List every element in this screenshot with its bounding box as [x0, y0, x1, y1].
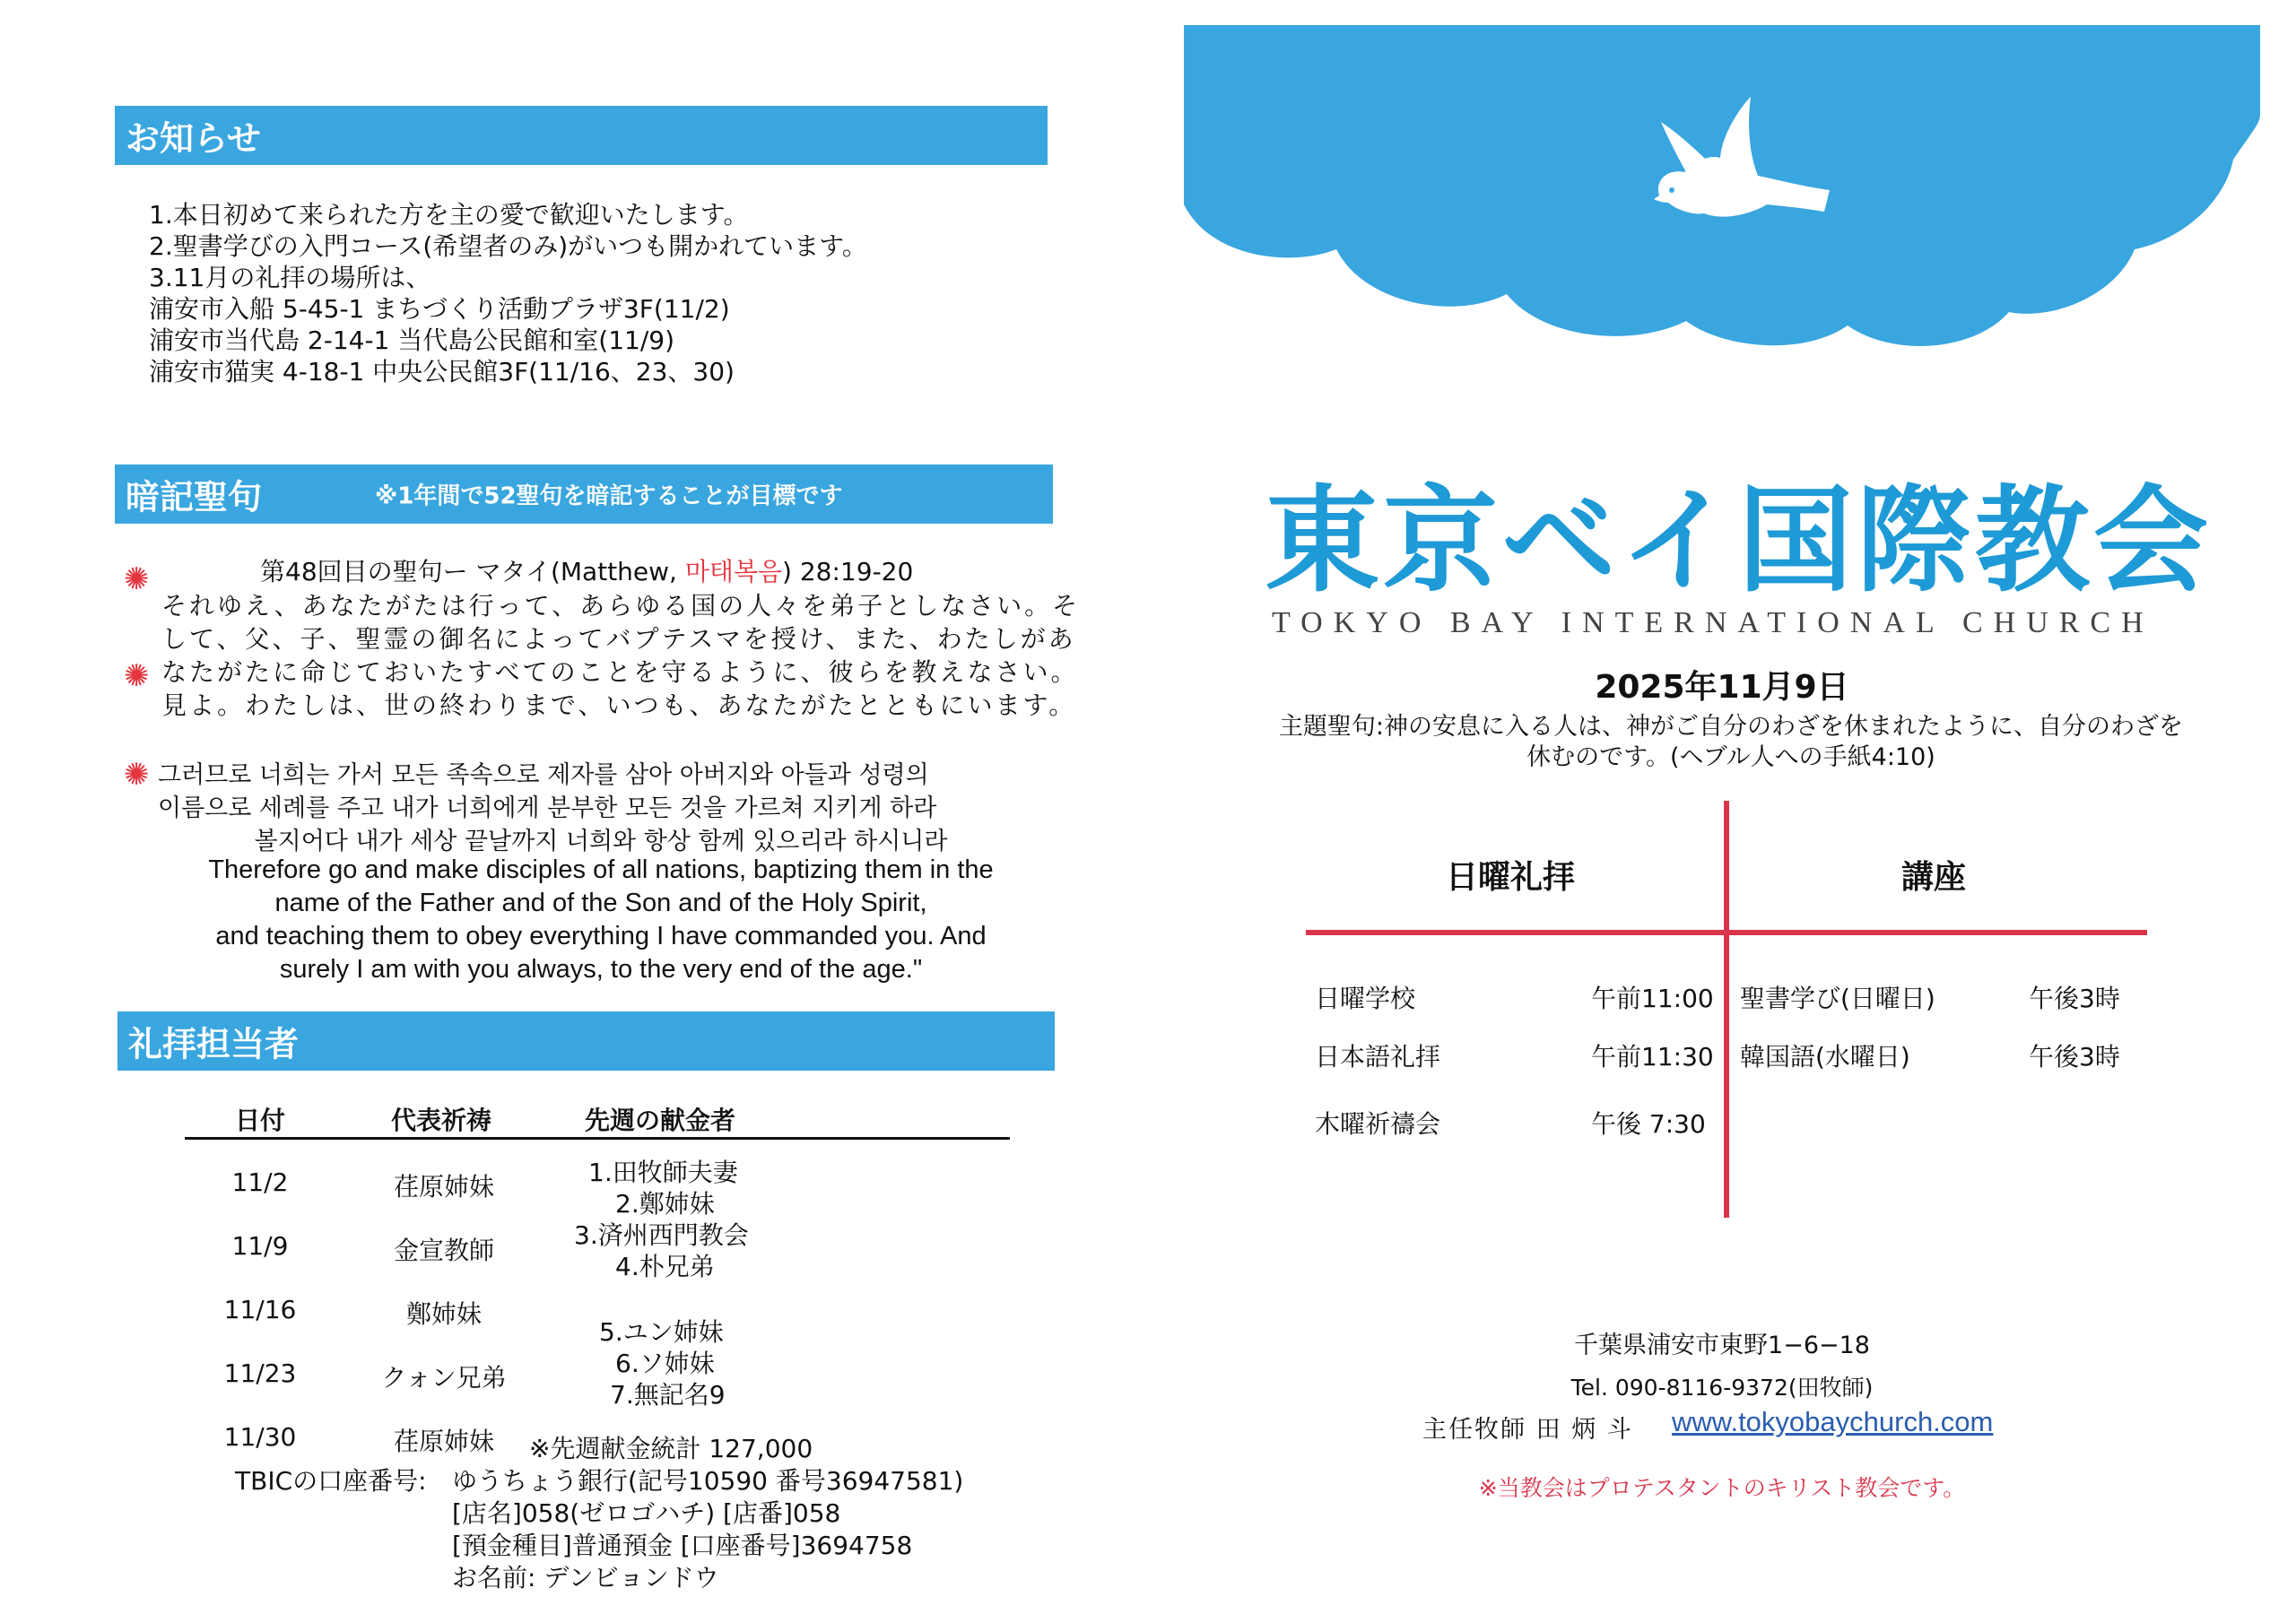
- reference-suffix: ) 28:19-20: [782, 557, 914, 586]
- verse-korean-line: 그러므로 너희는 가서 모든 족속으로 제자를 삼아 아버지와 아들과 성령의: [158, 761, 929, 789]
- theme-verse-line1: 主題聖句:神の安息に入る人は、神がご自分のわざを休まれたように、自分のわざを: [1278, 713, 2184, 741]
- schedule-name: 木曜祈禱会: [1315, 1109, 1441, 1139]
- schedule-name: 日曜学校: [1315, 984, 1416, 1013]
- notice-item: 浦安市当代島 2-14-1 当代島公民館和室(11/9): [149, 325, 674, 355]
- row-prayer: 金宣教師: [393, 1236, 494, 1265]
- verse-english-line: and teaching them to obey everything I have commanded you. And: [215, 922, 987, 950]
- notice-title: お知らせ: [126, 118, 261, 159]
- schedule-time: 午前11:30: [1591, 1042, 1714, 1072]
- notice-item: 浦安市猫実 4-18-1 中央公民館3F(11/16、23、30): [149, 357, 735, 386]
- verse-japanese-line: して、父、子、聖霊の御名によってバプテスマを授け、また、わたしがあ: [161, 624, 1076, 654]
- row-prayer: 荏原姉妹: [393, 1172, 494, 1202]
- account-label: TBICの口座番号:: [235, 1466, 427, 1496]
- row-prayer: 鄭姉妹: [405, 1299, 482, 1329]
- column-header-donors: 先週の献金者: [585, 1106, 736, 1135]
- column-header-date: 日付: [235, 1106, 286, 1135]
- donor-item: 1.田牧師夫妻: [588, 1158, 738, 1187]
- row-prayer: クォン兄弟: [381, 1363, 507, 1393]
- schedule-name: 日本語礼拝: [1315, 1042, 1441, 1072]
- notice-header-bar: [115, 106, 1048, 165]
- verse-korean-line: 볼지어다 내가 세상 끝날까지 너희와 항상 함께 있으리라 하시니라: [254, 828, 948, 855]
- dove-icon: [1632, 90, 1839, 260]
- verse-japanese-line: なたがたに命じておいたすべてのことを守るように、彼らを教えなさい。: [161, 657, 1079, 687]
- schedule-time: 午後3時: [2029, 1042, 2120, 1072]
- row-date: 11/2: [231, 1167, 289, 1197]
- verse-english-line: name of the Father and of the Son and of the Holy Spirit,: [274, 889, 927, 917]
- sun-icon: ✺: [124, 658, 150, 694]
- cross-vertical: [1724, 801, 1729, 1218]
- reference-prefix: 第48回目の聖句ー マタイ(Matthew,: [260, 557, 685, 586]
- notice-item: 浦安市入船 5-45-1 まちづくり活動プラザ3F(11/2): [149, 294, 730, 324]
- donor-item: 7.無記名9: [610, 1380, 726, 1410]
- account-line: お名前: デンビョンドウ: [452, 1563, 719, 1593]
- church-name-ja: 東京ベイ国際教会: [1265, 474, 2213, 608]
- row-prayer: 荏原姉妹: [393, 1427, 494, 1456]
- schedule-name: 聖書学び(日曜日): [1740, 984, 1935, 1013]
- church-name-en: TOKYO BAY INTERNATIONAL CHURCH: [1272, 606, 2154, 639]
- schedule-left-header: 日曜礼拝: [1446, 859, 1576, 896]
- notice-item: 1.本日初めて来られた方を主の愛で歓迎いたします。: [149, 200, 749, 230]
- church-address: 千葉県浦安市東野1−6−18: [1574, 1332, 1870, 1359]
- schedule-time: 午後3時: [2029, 984, 2120, 1013]
- memory-reference: [260, 552, 913, 588]
- row-date: 11/9: [231, 1231, 289, 1261]
- bulletin-date: 2025年11月9日: [1595, 669, 1849, 706]
- reference-korean: 마태복음: [684, 557, 783, 586]
- offering-total: ※先週献金統計 127,000: [529, 1434, 813, 1463]
- table-divider: [185, 1137, 1010, 1140]
- column-header-prayer: 代表祈祷: [391, 1106, 492, 1135]
- verse-korean-line: 이름으로 세례를 주고 내가 너희에게 분부한 모든 것을 가르쳐 지키게 하라: [158, 794, 937, 822]
- notice-item: 2.聖書学びの入門コース(希望者のみ)がいつも開かれています。: [149, 231, 867, 261]
- website-link[interactable]: www.tokyobaychurch.com: [1672, 1406, 1994, 1437]
- row-date: 11/23: [223, 1358, 297, 1388]
- worship-header-bar: [117, 1011, 1055, 1071]
- worship-title: 礼拝担当者: [128, 1024, 300, 1064]
- account-line: ゆうちょう銀行(記号10590 番号36947581): [452, 1466, 964, 1496]
- sun-icon: ✺: [124, 757, 150, 793]
- pastor-name: 主任牧師 田 炳 斗: [1422, 1416, 1633, 1444]
- memory-title: 暗記聖句: [126, 477, 263, 517]
- memory-header-bar: [115, 464, 1053, 524]
- schedule-time: 午後 7:30: [1591, 1109, 1706, 1139]
- donor-item: 4.朴兄弟: [615, 1252, 715, 1281]
- donor-item: 5.ユン姉妹: [599, 1317, 724, 1347]
- verse-japanese-line: それゆえ、あなたがたは行って、あらゆる国の人々を弟子としなさい。そ: [161, 591, 1081, 621]
- schedule-time: 午前11:00: [1591, 984, 1714, 1013]
- schedule-right-header: 講座: [1901, 859, 1967, 896]
- account-line: [預金種目]普通預金 [口座番号]3694758: [452, 1531, 913, 1560]
- schedule-name: 韓国語(水曜日): [1740, 1042, 1910, 1072]
- church-tel: Tel. 090-8116-9372(田牧師): [1570, 1375, 1874, 1401]
- verse-english-line: Therefore go and make disciples of all nations, baptizing them in the: [208, 855, 994, 884]
- verse-english-line: surely I am with you always, to the very end of the age.": [279, 955, 923, 984]
- donor-item: 6.ソ姉妹: [615, 1349, 715, 1378]
- notice-item: 3.11月の礼拝の場所は、: [149, 263, 431, 292]
- row-date: 11/30: [223, 1422, 297, 1452]
- donor-item: 2.鄭姉妹: [615, 1189, 715, 1219]
- memory-note: ※1年間で52聖句を暗記することが目標です: [375, 482, 843, 510]
- donor-item: 3.済州西門教会: [574, 1220, 749, 1250]
- theme-verse-line2: 休むのです。(ヘブル人への手紙4:10): [1526, 743, 1935, 771]
- sun-icon: ✺: [124, 561, 150, 597]
- row-date: 11/16: [223, 1295, 297, 1324]
- cross-horizontal: [1306, 930, 2147, 935]
- church-footnote: ※当教会はプロテスタントのキリスト教会です。: [1478, 1475, 1966, 1501]
- verse-japanese-line: 見よ。わたしは、世の終わりまで、いつも、あなたがたとともにいます。: [161, 690, 1077, 720]
- account-line: [店名]058(ゼロゴハチ) [店番]058: [452, 1498, 841, 1528]
